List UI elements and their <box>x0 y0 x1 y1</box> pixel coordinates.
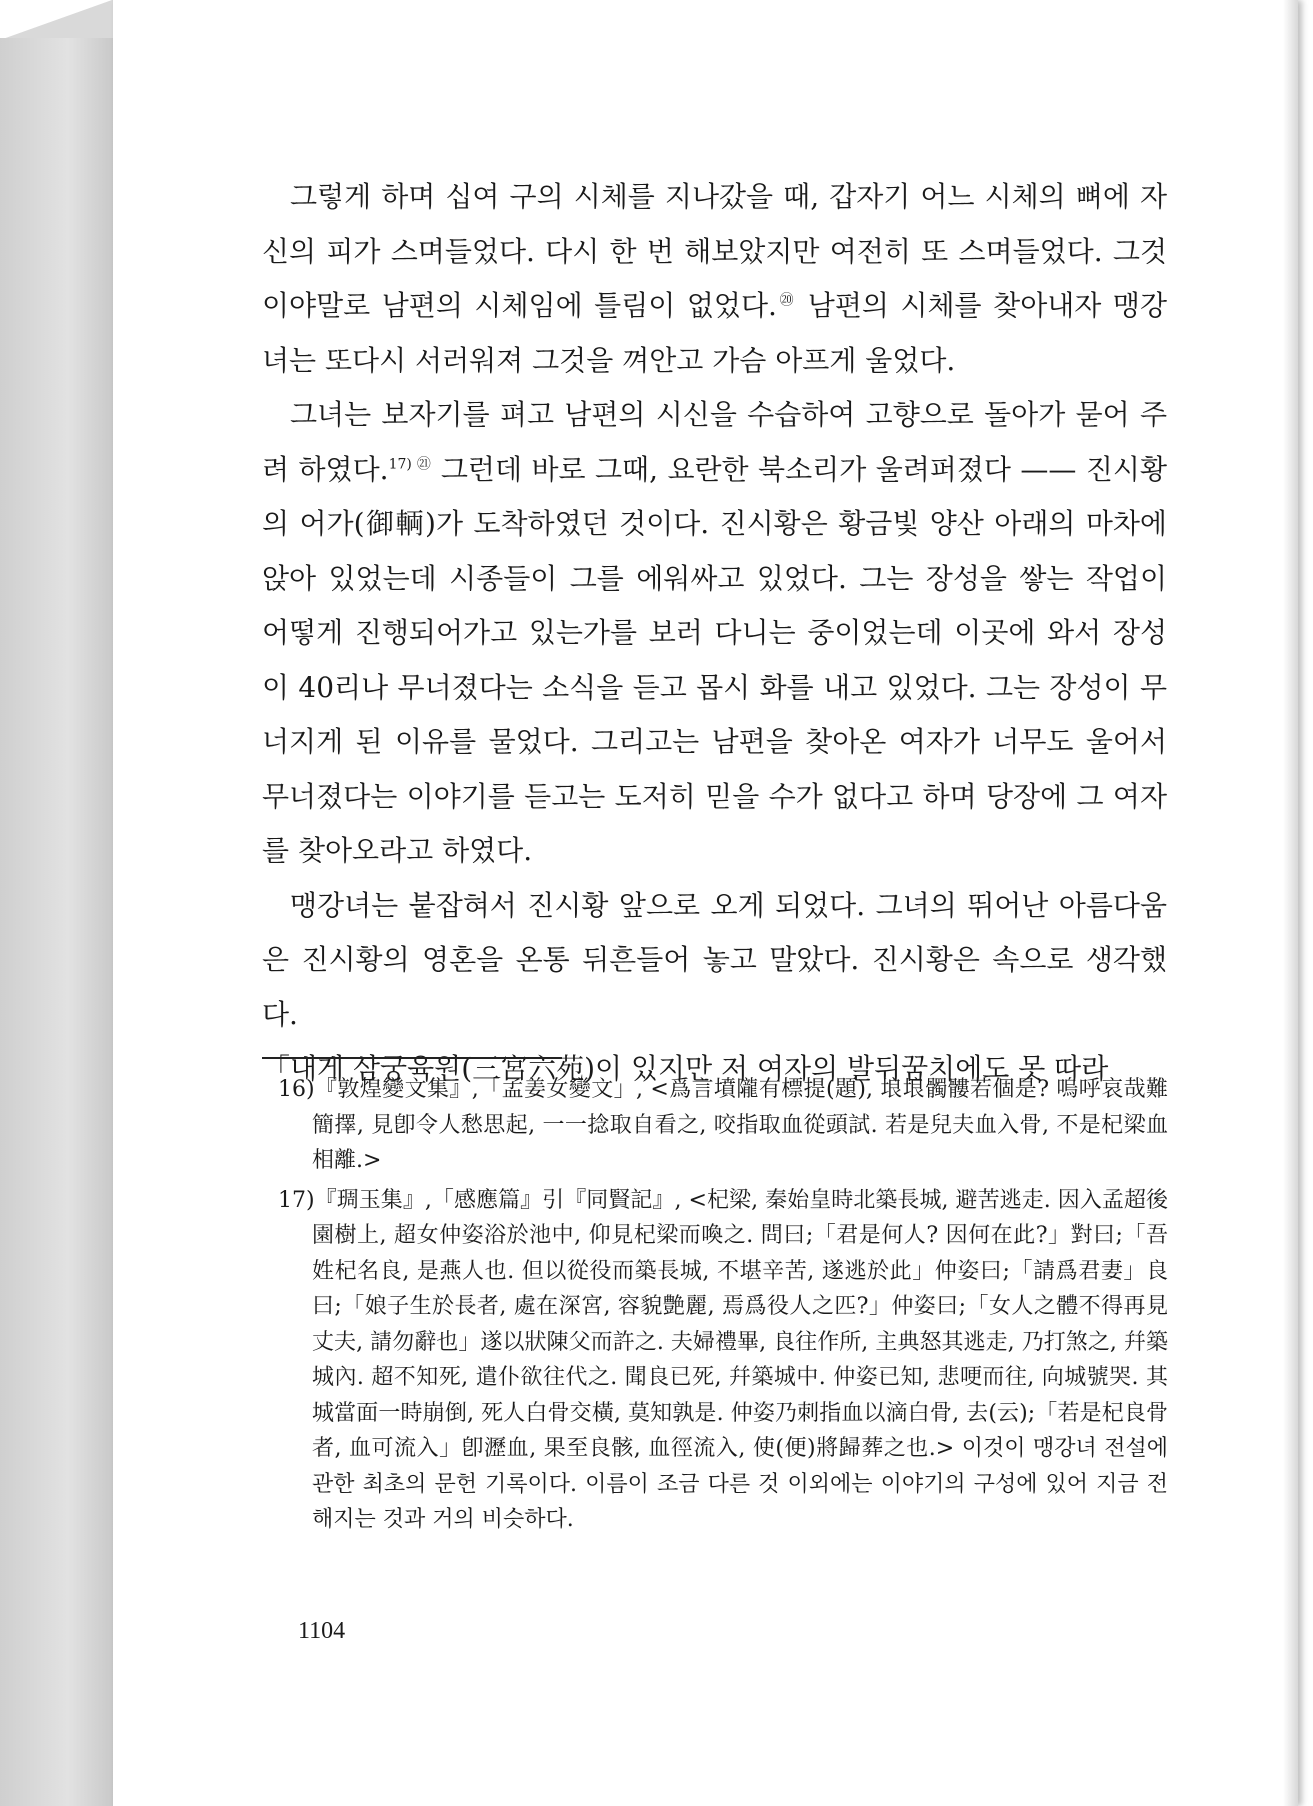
page-edge-shadow <box>1283 0 1298 1806</box>
footnote-divider <box>262 1057 562 1059</box>
paragraph-3: 맹강녀는 붙잡혀서 진시황 앞으로 오게 되었다. 그녀의 뛰어난 아름다움은 진시황의 영혼을 온통 뒤흔들어 놓고 말았다. 진시황은 속으로 생각했다. <box>262 888 1167 1031</box>
paragraph-1-text: 그렇게 하며 십여 구의 시체를 지나갔을 때, 갑자기 어느 시체의 뼈에 자신의 피가 스며들었다. 다시 한 번 해보았지만 여전히 또 스며들었다. 그것이야말로 남편의 시체임에 틀림이 없었다. <box>262 180 1167 322</box>
paragraph-1-end: 남편의 시체를 찾아내자 맹강녀는 또다시 서러워져 그것을 껴안고 가슴 아프게 울었다. <box>262 289 1167 377</box>
footnotes <box>278 1072 1168 1542</box>
footnote-ref-17[interactable]: 17) <box>388 456 412 473</box>
book-spine <box>0 38 115 1806</box>
footnote-ref-20[interactable]: ⑳ <box>776 292 797 309</box>
page-number: 1104 <box>298 1618 346 1644</box>
paragraph-2-end: 그런데 바로 그때, 요란한 북소리가 울려퍼졌다 —— 진시황의 어가(御輌)가 도착하였던 것이다. 진시황은 황금빛 양산 아래의 마차에 앉아 있었는데 시종들이 그를 에워싸고 있었다. 그는 장성을 쌓는 작업이 어떻게 진행되어가고 있는가를 보러 다니는 중이었는데 이곳에 와서 장성이 40리나 무너졌다는 소식을 듣고 몹시 화를 내고 있었다. 그는 장성이 무너지게 된 이유를 물었다. 그리고는 남편을 찾아온 여자가 너무도 울어서 무너졌다는 이야기를 듣고는 도저히 믿을 수가 없다고 하며 당장에 그 여자를 찾아오라고 하였다. <box>262 452 1168 867</box>
main-text <box>262 170 1167 1097</box>
footnote-ref-21[interactable]: ㉑ <box>411 456 432 473</box>
paragraph-2-text: 그녀는 보자기를 펴고 남편의 시신을 수습하여 고향으로 돌아가 묻어 주려 하였다. <box>262 398 1167 486</box>
paragraph-1 <box>262 170 1167 388</box>
paragraph-2 <box>262 388 1167 879</box>
footnote-17: 17)『琱玉集』,「感應篇』引『同賢記』, <杞梁, 秦始皇時北築長城, 避苦逃走. 因入孟超後園樹上, 超女仲姿浴於池中, 仰見杞梁而喚之. 問曰;「君是何人? 因何在此?」對曰;「吾姓杞名良, 是燕人也. 但以從役而築長城, 不堪辛苦, 遂逃於此」仲姿曰;「請爲君妻」良曰;「娘子生於長者, 處在深宮, 容貌艶麗, 焉爲役人之匹?」仲姿曰;「女人之體不得再見丈夫, 請勿辭也」遂以狀陳父而許之. 夫婦禮畢, 良往作所, 主典怒其逃走, 乃打煞之, 幷築城內. 超不知死, 遣仆欲往代之. 聞良已死, 幷築城中. 仲姿已知, 悲哽而往, 向城號哭. 其城當面一時崩倒, 死人白骨交橫, 莫知孰是. 仲姿乃刺指血以滴白骨, 去(云);「若是杞良骨者, 血可流入」卽瀝血, 果至良骸, 血徑流入, 使(便)將歸葬之也.> 이것이 맹강녀 전설에 관한 최초의 문헌 기록이다. 이름이 조금 다른 것 이외에는 이야기의 구성에 있어 지금 전해지는 것과 거의 비슷하다. <box>278 1187 1168 1532</box>
footnote-16: 16)『敦煌變文集』,「孟姜女變文」, <爲言墳隴有標提(題), 埌埌髑髏若個是? 嗚呼哀哉難簡擇, 見卽令人愁思起, 一一捻取自看之, 咬指取血從頭試. 若是兒夫血入骨, 不是杞梁血相離.> <box>278 1077 1168 1173</box>
paragraph-4: 「내게 삼궁육원(三宮六苑)이 있지만 저 여자의 발뒤꿈치에도 못 따라 <box>262 1052 1109 1085</box>
